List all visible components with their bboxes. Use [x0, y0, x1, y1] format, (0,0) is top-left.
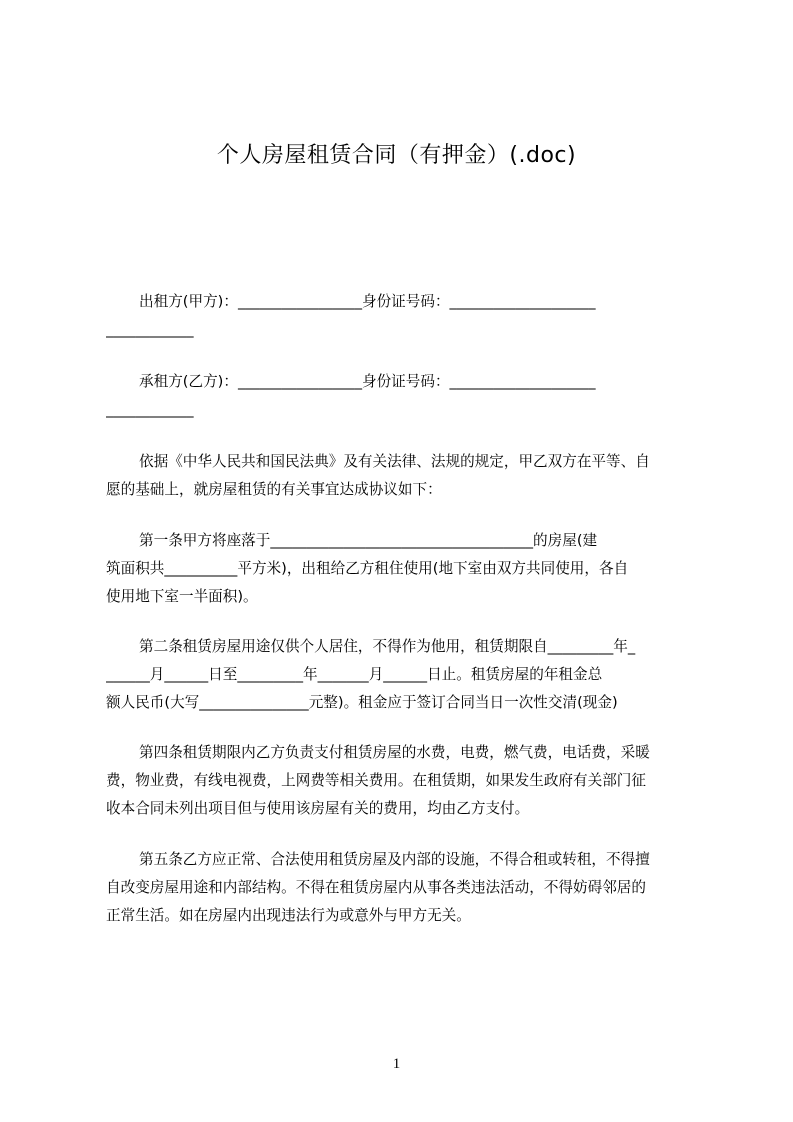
article-5-line-3: 正常生活。如在房屋内出现违法行为或意外与甲方无关。 — [106, 907, 471, 924]
lessee-paragraph — [106, 368, 700, 424]
article-2-line-3: 额人民币(大写_______________元整)。租金应于签订合同当日一次性交清(现金) — [106, 694, 618, 711]
article-4-line-1: 第四条租赁期限内乙方负责支付租赁房屋的水费，电费，燃气费，电话费，采暖 — [139, 744, 650, 761]
article-4-paragraph — [106, 739, 700, 823]
article-1-line-2: 筑面积共__________平方米)，出租给乙方租住使用(地下室由双方共同使用，各自 — [106, 560, 629, 577]
intro-line-2: 愿的基础上，就房屋租赁的有关事宜达成协议如下： — [106, 481, 442, 498]
lessee-line-continued: ____________ — [106, 401, 194, 418]
article-5-line-1: 第五条乙方应正常、合法使用租赁房屋及内部的设施，不得合租或转租，不得擅 — [139, 851, 650, 868]
lessor-line-continued: ____________ — [106, 321, 194, 338]
page-number: 1 — [392, 1056, 401, 1072]
article-2-line-1: 第二条租赁房屋用途仅供个人居住，不得作为他用，租赁期限自_________年_ — [139, 638, 636, 655]
article-2-line-2: ______月______日至_________年_______月______日止。租赁房屋的年租金总 — [106, 666, 603, 683]
document-title: 个人房屋租赁合同（有押金）(.doc) — [216, 143, 577, 168]
lessee-line: 承租方(乙方)：_________________身份证号码：____________________ — [139, 373, 596, 390]
article-1-line-3: 使用地下室一半面积)。 — [106, 588, 258, 605]
lessor-line: 出租方(甲方)：_________________身份证号码：____________________ — [139, 293, 596, 310]
article-4-line-3: 收本合同未列出项目但与使用该房屋有关的费用，均由乙方支付。 — [106, 800, 530, 817]
article-1-paragraph — [106, 527, 700, 611]
article-5-paragraph — [106, 846, 700, 930]
intro-paragraph — [106, 448, 700, 504]
lessor-paragraph — [106, 288, 700, 344]
article-5-line-2: 自改变房屋用途和内部结构。不得在租赁房屋内从事各类违法活动，不得妨碍邻居的 — [106, 879, 646, 896]
intro-line-1: 依据《中华人民共和国民法典》及有关法律、法规的规定，甲乙双方在平等、自 — [139, 453, 650, 470]
article-4-line-2: 费，物业费，有线电视费，上网费等相关费用。在租赁期，如果发生政府有关部门征 — [106, 772, 646, 789]
article-1-line-1: 第一条甲方将座落于____________________________________的房屋(建 — [139, 532, 598, 549]
article-2-paragraph — [106, 633, 700, 717]
